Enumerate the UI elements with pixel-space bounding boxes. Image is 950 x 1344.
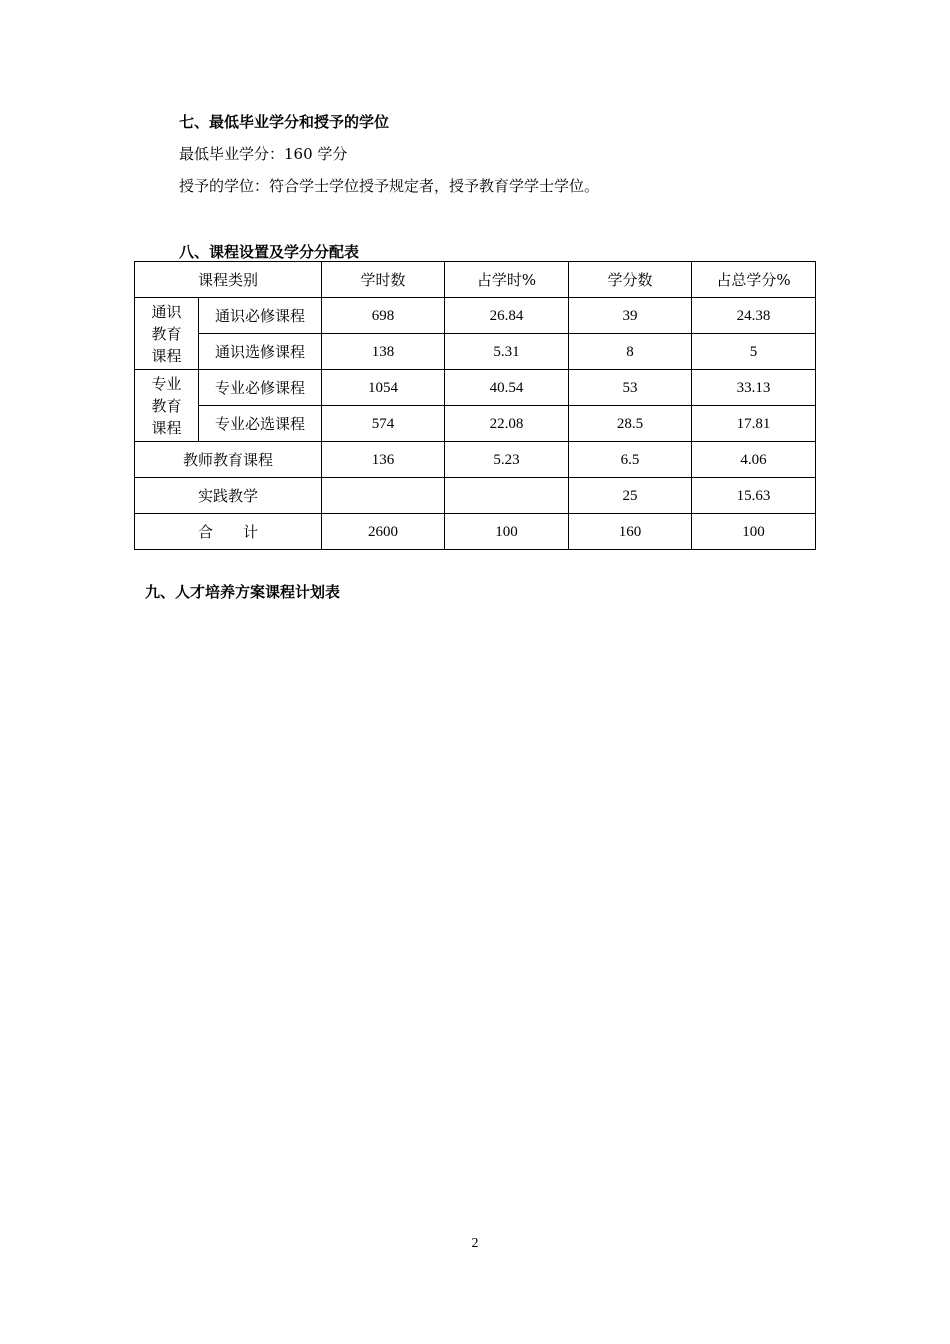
table-header-row [135,262,816,298]
row-hours-pct: 40.54 [445,370,569,406]
row-hours: 698 [322,298,445,334]
header-course-category: 课程类别 [135,262,322,298]
table-row [135,442,816,478]
table-row [135,406,816,442]
credit-allocation-table [134,261,816,550]
row-name: 教师教育课程 [135,442,322,478]
row-name: 专业必修课程 [199,370,322,406]
row-credits-pct: 33.13 [692,370,816,406]
row-hours: 574 [322,406,445,442]
row-name: 实践教学 [135,478,322,514]
header-credits: 学分数 [569,262,692,298]
group-label: 通识 教育 课程 [151,302,182,365]
row-name: 合 计 [135,514,322,550]
row-hours-pct: 100 [445,514,569,550]
page-number: 2 [471,1236,479,1251]
section8-heading: 八、课程设置及学分分配表 [179,243,360,261]
row-hours: 138 [322,334,445,370]
row-credits-pct: 100 [692,514,816,550]
row-credits-pct: 24.38 [692,298,816,334]
row-credits-pct: 15.63 [692,478,816,514]
row-hours-pct: 26.84 [445,298,569,334]
degree-text: 授予的学位：符合学士学位授予规定者，授予教育学学士学位。 [179,177,600,195]
table-row [135,298,816,334]
row-hours-pct: 22.08 [445,406,569,442]
row-credits: 25 [569,478,692,514]
group-label: 专业 教育 课程 [151,374,182,437]
table-row [135,478,816,514]
section9-heading: 九、人才培养方案课程计划表 [145,583,341,601]
header-hours: 学时数 [322,262,445,298]
row-hours: 2600 [322,514,445,550]
row-hours [322,478,445,514]
section7-heading: 七、最低毕业学分和授予的学位 [179,113,390,131]
row-credits-pct: 17.81 [692,406,816,442]
row-credits: 6.5 [569,442,692,478]
row-hours-pct [445,478,569,514]
header-credits-pct: 占总学分% [692,262,816,298]
row-hours-pct: 5.31 [445,334,569,370]
group-major-education [135,370,199,442]
min-credits-text: 最低毕业学分：160 学分 [179,145,348,163]
row-hours-pct: 5.23 [445,442,569,478]
row-hours: 136 [322,442,445,478]
row-hours: 1054 [322,370,445,406]
row-credits: 53 [569,370,692,406]
table-total-row [135,514,816,550]
row-name: 专业必选课程 [199,406,322,442]
row-credits: 160 [569,514,692,550]
row-name: 通识选修课程 [199,334,322,370]
row-credits: 8 [569,334,692,370]
group-general-education [135,298,199,370]
header-hours-pct: 占学时% [445,262,569,298]
row-credits-pct: 4.06 [692,442,816,478]
row-credits: 39 [569,298,692,334]
row-name: 通识必修课程 [199,298,322,334]
table-row [135,334,816,370]
table-row [135,370,816,406]
row-credits-pct: 5 [692,334,816,370]
row-credits: 28.5 [569,406,692,442]
